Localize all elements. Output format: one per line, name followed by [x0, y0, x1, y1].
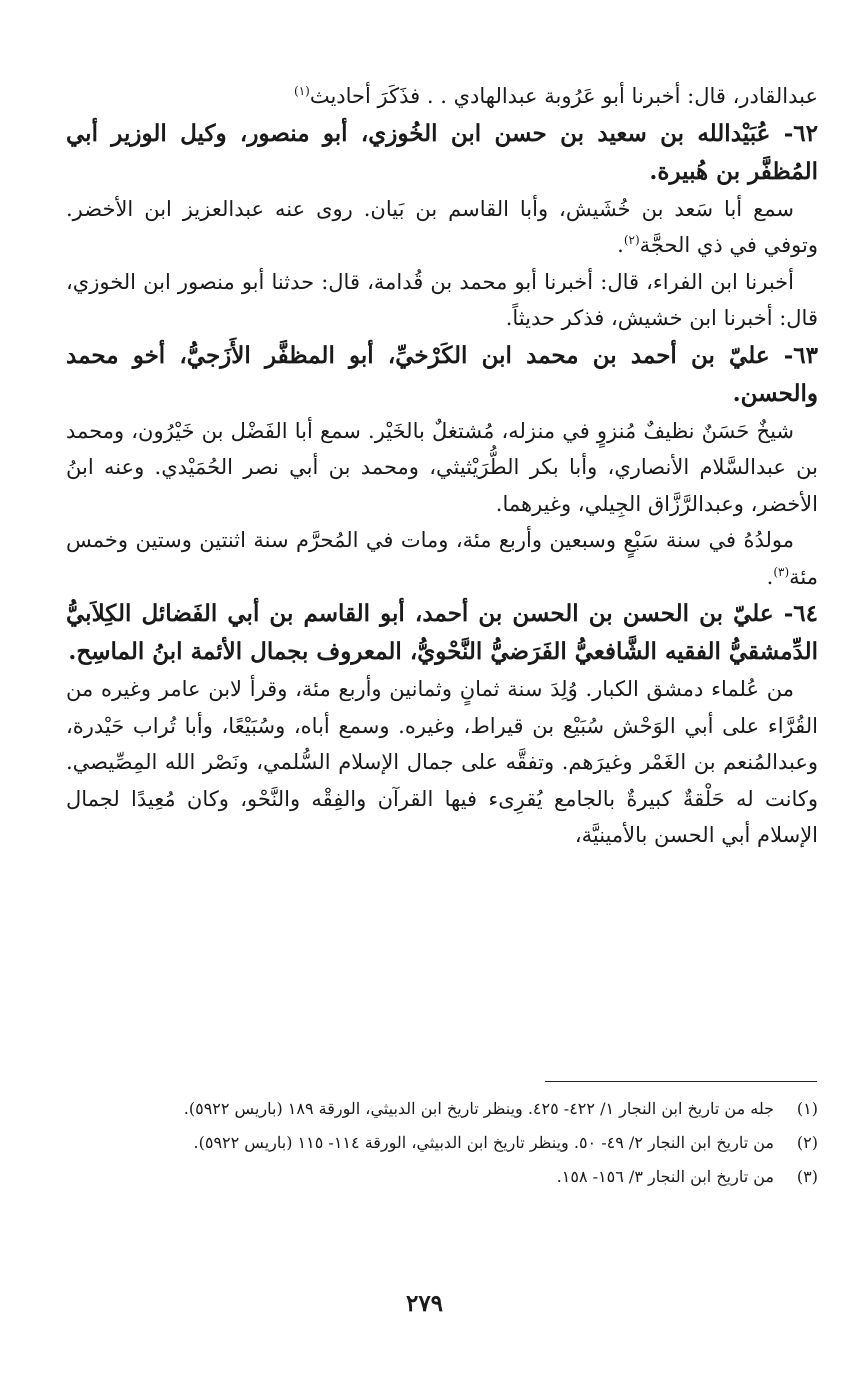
- footnote-number: (٣): [796, 1167, 818, 1186]
- footnote-separator: [545, 1081, 817, 1082]
- paragraph-text: من عُلماء دمشق الكبار. وُلِدَ سنة ثمانٍ وثمانين وأربع مئة، وقرأ لابن عامر وغيره من القُرَّاء على أبي الوَحْش سُبَيْع بن قيراط، وغيره. وسمع أباه، وسُبَيْعًا، وأبا تُراب حَيْدرة، وعبدالمُنعم بن الغَمْر وغيرَهم. وتفقَّه على جمال الإسلام السُّلمي، ونَصْر الله المِصِّيصي. وكانت له حَلْقةٌ كبيرةٌ بالجامع يُقرِىء فيها القرآن والفِقْه والنَّحْو، وكان مُعِيدًا لجمال الإسلام أبي الحسن بالأمينيَّة،: [66, 677, 818, 847]
- footnote-number: (٢): [796, 1133, 818, 1152]
- footnote-text: من تاريخ ابن النجار ٣/ ١٥٦- ١٥٨.: [556, 1167, 774, 1186]
- paragraph-63-death: [66, 522, 818, 595]
- paragraph-64-bio: [66, 671, 818, 854]
- footnote-2: [70, 1130, 818, 1156]
- page-number: ٢٧٩: [405, 1290, 444, 1317]
- footnote-ref: (١): [294, 84, 310, 98]
- footnote-text: من تاريخ ابن النجار ٢/ ٤٩- ٥٠. وينظر تاريخ ابن الدبيثي، الورقة ١١٤- ١١٥ (باريس ٥٩٢٢).: [193, 1133, 774, 1152]
- paragraph-end: .: [766, 564, 774, 589]
- paragraph-text: عبدالقادر، قال: أخبرنا أبو عَرُوبة عبدالهادي . . فذَكَرَ أحاديث: [309, 84, 818, 108]
- entry-heading-62: ٦٢- عُبَيْدالله بن سعيد بن حسن ابن الخُوزي، أبو منصور، وكيل الوزير أبي المُظفَّر بن هُبيرة.: [66, 119, 818, 185]
- footnote-text: جله من تاريخ ابن النجار ١/ ٤٢٢- ٤٢٥. وينظر تاريخ ابن الدبيثي، الورقة ١٨٩ (باريس ٥٩٢٢).: [183, 1099, 774, 1118]
- paragraph-text: أخبرنا ابن الفراء، قال: أخبرنا أبو محمد بن قُدامة، قال: حدثنا أبو منصور ابن الخوزي، قال: أخبرنا ابن خشيش، فذكر حديثاً.: [66, 269, 818, 330]
- footnote-ref: (٢): [623, 233, 640, 247]
- footnote-ref: (٣): [773, 564, 790, 579]
- footnote-3: [70, 1164, 818, 1190]
- footnote-number: (١): [796, 1099, 818, 1118]
- paragraph-62-bio: [66, 191, 818, 264]
- paragraph-text: سمع أبا سَعد بن خُشَيش، وأبا القاسم بن بَيان. روى عنه عبدالعزيز ابن الأخضر. وتوفي في ذي الحجَّة: [66, 196, 818, 257]
- paragraph-62-isnad: [66, 264, 818, 337]
- main-text: [66, 78, 818, 854]
- paragraph-text: شيخٌ حَسَنٌ نظيفٌ مُنزوٍ في منزله، مُشتغلٌ بالخَيْر. سمع أبا الفَضْل بن خَيْرُون، ومحمد بن عبدالسَّلام الأنصاري، وأبا بكر الطُّرَيْثيثي، ومحمد بن أبي نصر الحُمَيْدي. وعنه ابنُ الأخضر، وعبدالرَّزَّاق الجِيلي، وغيرهما.: [66, 418, 818, 516]
- entry-heading-64: ٦٤- عليّ بن الحسن بن الحسن بن أحمد، أبو القاسم بن أبي الفَضائل الكِلاَبيُّ الدِّمشقيُّ الفقيه الشَّافعيُّ الفَرَضيُّ النَّحْويُّ، المعروف بجمال الأئمة ابنُ الماسِح.: [66, 600, 818, 665]
- paragraph-continuation: [66, 78, 818, 115]
- footnotes: [70, 1096, 818, 1198]
- footnote-1: [70, 1096, 818, 1122]
- paragraph-text: مولدُهُ في سنة سَبْعٍ وسبعين وأربع مئة، ومات في المُحرَّم سنة اثنتين وستين وخمس مئة: [66, 528, 818, 589]
- paragraph-63-bio: [66, 413, 818, 523]
- paragraph-end: .: [617, 233, 624, 257]
- entry-heading-63: ٦٣- عليّ بن أحمد بن محمد ابن الكَرْخيِّ، أبو المظفَّر الأَزَجيُّ، أخو محمد والحسن.: [66, 341, 818, 407]
